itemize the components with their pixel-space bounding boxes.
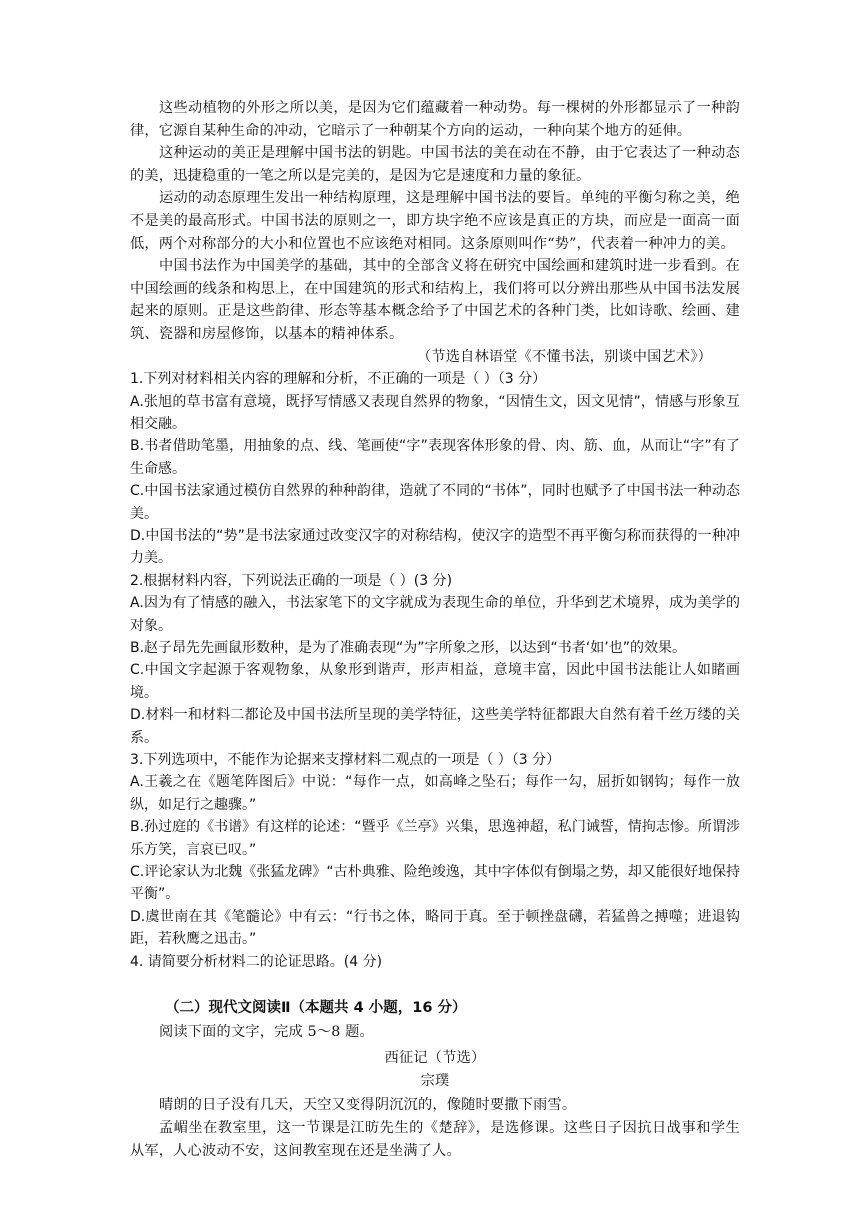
question-1-stem: 1.下列对材料相关内容的理解和分析，不正确的一项是（ ）（3 分）: [130, 371, 547, 388]
passage-source: （节选自林语堂《不懂书法，别谈中国艺术》）: [416, 348, 712, 365]
question-3-stem: 3.下列选项中，不能作为论据来支撑材料二观点的一项是（ ）（3 分）: [130, 752, 561, 769]
document-column: [130, 97, 740, 1163]
passage-paragraph-2: 这种运动的美正是理解中国书法的钥匙。中国书法的美在动在不静，由于它表达了一种动态的美，迅捷稳重的一笔之所以是完美的，是因为它是速度和力量的象征。: [130, 145, 740, 184]
question-3-option-b: B.孙过庭的《书谱》有这样的论述：“暨乎《兰亭》兴集，思逸神超，私门诫誓，情拘志惨。所谓涉乐方笑，言哀已叹。”: [130, 819, 740, 858]
question-2-option-d: D.材料一和材料二都论及中国书法所呈现的美学特征，这些美学特征都跟大自然有着千丝万缕的关系。: [130, 707, 740, 746]
passage-paragraph-1: 这些动植物的外形之所以美，是因为它们蕴藏着一种动势。每一棵树的外形都显示了一种韵律，它源自某种生命的冲动，它暗示了一种朝某个方向的运动，一种向某个地方的延伸。: [130, 100, 740, 139]
section-spacer: [130, 973, 740, 997]
question-1-option-d: D.中国书法的“势”是书法家通过改变汉字的对称结构，使汉字的造型不再平衡匀称而获得的一种冲力美。: [130, 527, 740, 567]
question-2-option-a: A.因为有了情感的融入，书法家笔下的文字就成为表现生命的单位，升华到艺术境界，成为美学的对象。: [130, 595, 740, 634]
question-2-option-c: C.中国文字起源于客观物象，从象形到谐声，形声相益，意境丰富，因此中国书法能让人如睹画境。: [130, 662, 740, 701]
question-2-stem: 2.根据材料内容，下列说法正确的一项是（ ）(3 分): [130, 572, 453, 589]
article-title: 西征记（节选）: [384, 1049, 486, 1066]
section-2-instruction: 阅读下面的文字，完成 5～8 题。: [159, 1024, 374, 1041]
article-paragraph-2: 孟嵋坐在教室里，这一节课是江昉先生的《楚辞》，是选修课。这些日子因抗日战事和学生从军，人心波动不安，这间教室现在还是坐满了人。: [130, 1120, 740, 1160]
passage-paragraph-3: 运动的动态原理生发出一种结构原理，这是理解中国书法的要旨。单纯的平衡匀称之美，绝不是美的最高形式。中国书法的原则之一，即方块字绝不应该是真正的方块，而应是一面高一面低，两个对称部分的大小和位置也不应该绝对相同。这条原则叫作“势”，代表着一种冲力的美。: [130, 190, 740, 252]
article-author: 宗璞: [420, 1073, 450, 1090]
question-3-option-d: D.虞世南在其《笔髓论》中有云：“行书之体，略同于真。至于顿挫盘礴，若猛兽之搏噬；进退钩距，若秋鹰之迅击。”: [130, 908, 740, 948]
question-1-option-a: A.张旭的草书富有意境，既抒写情感又表现自然界的物象，“因情生文，因文见情”，情感与形象互相交融。: [130, 393, 740, 432]
question-3-option-c: C.评论家认为北魏《张猛龙碑》“古朴典雅、险绝竣逸，其中字体似有倒塌之势，却又能很好地保持平衡”。: [130, 864, 740, 903]
question-3-option-a: A.王羲之在《题笔阵图后》中说：“每作一点，如高峰之坠石；每作一勾，屈折如钢钩；每作一放纵，如足行之趣骤。”: [130, 774, 740, 813]
passage-paragraph-4: 中国书法作为中国美学的基础，其中的全部含义将在研究中国绘画和建筑时进一步看到。在中国绘画的线条和构思上，在中国建筑的形式和结构上，我们将可以分辨出那些从中国书法发展起来的原则。正是这些韵律、形态等基本概念给予了中国艺术的各种门类，比如诗歌、绘画、建筑、瓷器和房屋修饰，以基本的精神体系。: [130, 258, 740, 342]
question-4-stem: 4. 请简要分析材料二的论证思路。(4 分): [130, 953, 383, 970]
question-1-option-c: C.中国书法家通过模仿自然界的种种韵律，造就了不同的“书体”，同时也赋予了中国书法一种动态美。: [130, 483, 740, 522]
question-2-option-b: B.赵子昂先先画鼠形数种，是为了准确表现“为”字所象之形，以达到“书者‘如’也”的效果。: [130, 640, 686, 656]
question-1-option-b: B.书者借助笔墨，用抽象的点、线、笔画使“字”表现客体形象的骨、肉、筋、血，从而让“字”有了生命感。: [130, 438, 740, 477]
article-paragraph-1: 晴朗的日子没有几天，天空又变得阴沉沉的，像随时要撒下雨雪。: [159, 1096, 577, 1113]
section-2-title: （二）现代文阅读Ⅱ（本题共 4 小题，16 分）: [165, 1000, 467, 1017]
